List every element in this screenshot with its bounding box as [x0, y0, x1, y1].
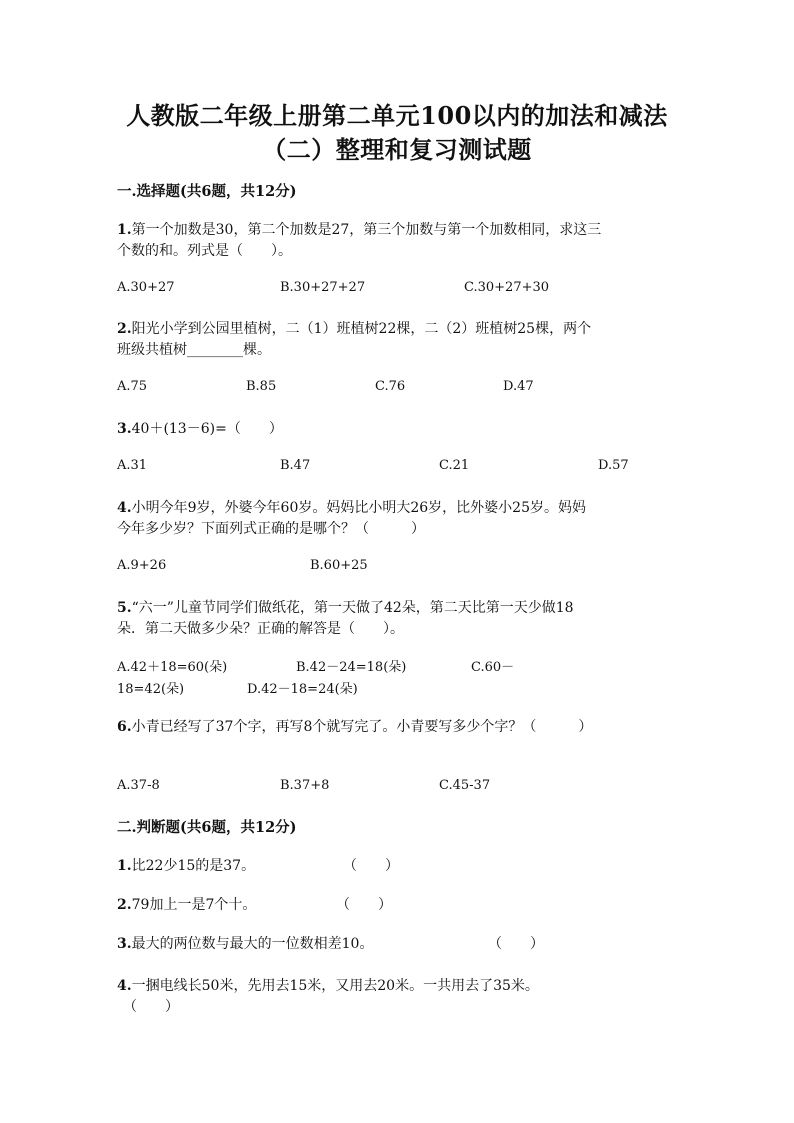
option-a: A.9+26 — [117, 558, 167, 573]
answer-bracket[interactable]: （ ） — [343, 858, 399, 874]
section-heading-choice: 一.选择题(共6题，共12分) — [117, 183, 297, 200]
question-text: 79加上一是7个十。 — [131, 897, 257, 913]
question-text: 小明今年9岁，外婆今年60岁。妈妈比小明大26岁，比外婆小25岁。妈妈 — [131, 500, 586, 516]
question-number: 1. — [117, 858, 132, 874]
judgement-3 — [117, 933, 373, 953]
option-a: A.30+27 — [117, 280, 175, 295]
option-c: C.21 — [439, 458, 470, 473]
option-a: A.31 — [117, 458, 148, 473]
document-title-line1: 人教版二年级上册第二单元100以内的加法和减法 — [126, 101, 668, 130]
question-4-line2: 今年多少岁？下面列式正确的是哪个？（ ） — [117, 521, 425, 537]
question-text: 小青已经写了37个字，再写8个就写完了。小青要写多少个字？（ ） — [131, 719, 593, 735]
question-5-line2: 朵．第二天做多少朵？正确的解答是（ ）。 — [117, 621, 404, 637]
option-c-part2: 18=42(朵) — [117, 682, 185, 697]
judgement-4 — [117, 975, 539, 995]
option-a: A.37-8 — [117, 778, 160, 793]
question-text: 第一个加数是30，第二个加数是27，第三个加数与第一个加数相同，求这三 — [131, 222, 602, 238]
question-5-line1 — [117, 597, 574, 617]
question-1-line1 — [117, 219, 601, 239]
question-text: 一捆电线长50米，先用去15米，又用去20米。一共用去了35米。 — [131, 978, 539, 994]
option-d: D.57 — [598, 458, 629, 473]
option-a: A.75 — [117, 379, 148, 394]
question-number: 4. — [117, 978, 132, 994]
document-title-line2: （二）整理和复习测试题 — [262, 135, 532, 164]
answer-bracket[interactable]: （ ） — [488, 936, 544, 952]
question-4-line1 — [117, 497, 586, 517]
question-2-line1 — [117, 318, 591, 338]
question-number: 6. — [117, 719, 132, 735]
option-c: C.30+27+30 — [464, 280, 550, 295]
option-d: D.42－18=24(朵) — [247, 682, 358, 697]
option-b: B.60+25 — [310, 558, 368, 573]
question-number: 3. — [117, 936, 132, 952]
answer-bracket[interactable]: （ ） — [123, 999, 179, 1015]
question-text: 最大的两位数与最大的一位数相差10。 — [131, 936, 374, 952]
option-c: C.76 — [375, 379, 406, 394]
question-2-line2: 班级共植树________棵。 — [117, 342, 271, 358]
question-number: 4. — [117, 500, 132, 516]
option-b: B.37+8 — [280, 778, 330, 793]
question-number: 3. — [117, 421, 132, 437]
judgement-1 — [117, 855, 255, 875]
question-text: 阳光小学到公园里植树，二（1）班植树22棵，二（2）班植树25棵，两个 — [131, 321, 592, 337]
option-a: A.42＋18=60(朵) — [117, 660, 228, 675]
option-b: B.42－24=18(朵) — [296, 660, 407, 675]
question-number: 5. — [117, 600, 132, 616]
option-c: C.45-37 — [439, 778, 491, 793]
option-b: B.47 — [280, 458, 311, 473]
option-b: B.85 — [246, 379, 277, 394]
section-heading-judgement: 二.判断题(共6题，共12分) — [117, 819, 297, 836]
question-1-line2: 个数的和。列式是（ ）。 — [117, 243, 292, 259]
question-number: 2. — [117, 897, 132, 913]
option-b: B.30+27+27 — [280, 280, 366, 295]
question-3-line1 — [117, 418, 283, 438]
judgement-2 — [117, 894, 256, 914]
question-6-line1 — [117, 716, 592, 736]
question-text: 40＋(13－6)=（ ） — [131, 421, 283, 437]
question-text: “六一”儿童节同学们做纸花，第一天做了42朵，第二天比第一天少做18 — [131, 600, 574, 616]
answer-bracket[interactable]: （ ） — [336, 897, 392, 913]
question-number: 1. — [117, 222, 132, 238]
option-c-part1: C.60－ — [471, 660, 515, 675]
question-number: 2. — [117, 321, 132, 337]
option-d: D.47 — [503, 379, 534, 394]
question-text: 比22少15的是37。 — [131, 858, 256, 874]
